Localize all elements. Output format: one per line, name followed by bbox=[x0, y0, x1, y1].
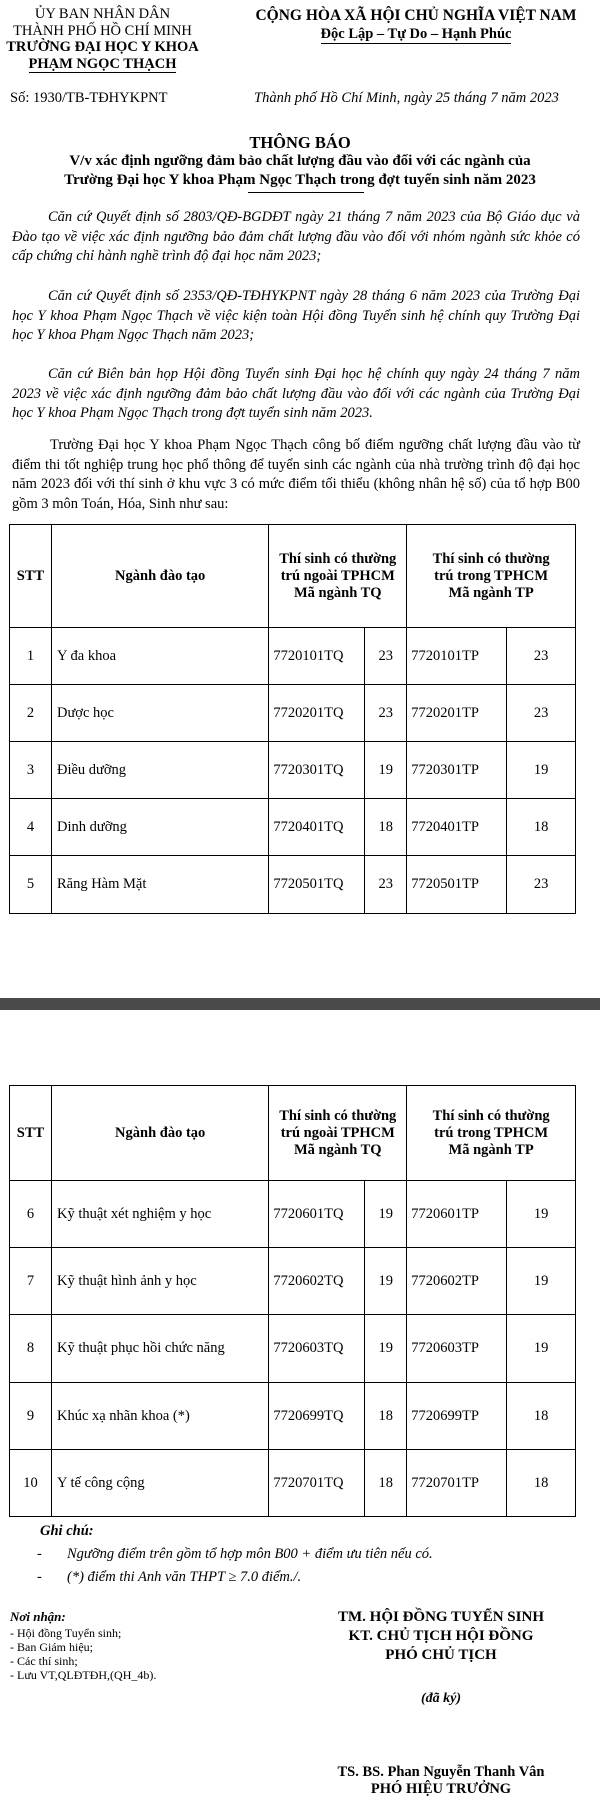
recipient-item: - Ban Giám hiệu; bbox=[10, 1640, 93, 1654]
table-row bbox=[10, 1450, 576, 1517]
row-code-tp: 7720301TP bbox=[407, 742, 507, 799]
row-code-tq: 7720601TQ bbox=[269, 1181, 365, 1248]
signer-block bbox=[296, 1764, 586, 1798]
header-stt: STT bbox=[10, 1086, 52, 1181]
header-inside-l2: trú trong TPHCM bbox=[434, 1124, 549, 1141]
issuer-block bbox=[0, 6, 205, 73]
row-code-tq: 7720603TQ bbox=[269, 1315, 365, 1383]
row-code-tq: 7720201TQ bbox=[269, 685, 365, 742]
subtitle-line-2: Trường Đại học Y khoa Phạm Ngọc Thạch trong đợt tuyển sinh năm 2023 bbox=[64, 172, 536, 188]
paragraph-legal-basis-1: Căn cứ Quyết định số 2803/QĐ-BGDĐT ngày 21 tháng 7 năm 2023 của Bộ Giáo dục và Đào tạo về việc xác định ngưỡng bảo đảm chất lượng đầu vào đối với nhóm ngành sức khỏe có cấp chứng chỉ hành nghề trình độ đại học năm 2023; bbox=[12, 209, 580, 264]
header-inside-hcmc bbox=[407, 525, 576, 628]
row-score-tq: 23 bbox=[365, 856, 407, 914]
row-score-tp: 19 bbox=[507, 1181, 576, 1248]
header-outside-l1: Thí sinh có thường bbox=[279, 550, 397, 567]
row-score-tq: 19 bbox=[365, 742, 407, 799]
table-row bbox=[10, 1383, 576, 1450]
document-title: THÔNG BÁO bbox=[249, 133, 351, 152]
row-score-tp: 18 bbox=[507, 1383, 576, 1450]
note-text: Ngưỡng điểm trên gồm tổ hợp môn B00 + điểm ưu tiên nếu có. bbox=[67, 1546, 433, 1562]
header-inside-l1: Thí sinh có thường bbox=[432, 550, 550, 567]
row-score-tq: 18 bbox=[365, 799, 407, 856]
row-stt: 3 bbox=[10, 742, 52, 799]
row-score-tp: 18 bbox=[507, 799, 576, 856]
row-code-tq: 7720701TQ bbox=[269, 1450, 365, 1517]
row-score-tp: 19 bbox=[507, 1248, 576, 1315]
note-bullet: - bbox=[37, 1546, 42, 1562]
paragraph-announcement: Trường Đại học Y khoa Phạm Ngọc Thạch công bố điểm ngưỡng chất lượng đầu vào từ điểm thi tốt nghiệp trung học phổ thông để tuyển sinh các ngành của nhà trường trình độ đại học năm 2023 đối với thí sinh ở khu vực 3 có mức điểm tối thiểu (không nhân hệ số) của tổ hợp B00 gồm 3 môn Toán, Hóa, Sinh như sau: bbox=[12, 437, 580, 512]
issuer-line-3: TRƯỜNG ĐẠI HỌC Y KHOA bbox=[6, 39, 199, 55]
row-score-tp: 23 bbox=[507, 685, 576, 742]
header-outside-l3: Mã ngành TQ bbox=[294, 584, 382, 601]
row-stt: 2 bbox=[10, 685, 52, 742]
row-major: Răng Hàm Mặt bbox=[51, 856, 268, 914]
header-major: Ngành đào tạo bbox=[51, 525, 268, 628]
signature-line-1: TM. HỘI ĐỒNG TUYỂN SINH bbox=[337, 1609, 544, 1625]
header-outside-l2: trú ngoài TPHCM bbox=[280, 567, 395, 584]
note-bullet: - bbox=[37, 1569, 42, 1585]
row-stt: 8 bbox=[10, 1315, 52, 1383]
header-inside-l3: Mã ngành TP bbox=[448, 584, 534, 601]
row-stt: 4 bbox=[10, 799, 52, 856]
table-row bbox=[10, 1248, 576, 1315]
table-row bbox=[10, 628, 576, 685]
recipients-title: Nơi nhận: bbox=[10, 1609, 66, 1624]
row-major: Kỹ thuật phục hồi chức năng bbox=[51, 1315, 268, 1383]
row-code-tq: 7720602TQ bbox=[269, 1248, 365, 1315]
row-code-tp: 7720603TP bbox=[407, 1315, 507, 1383]
signature-line-2: KT. CHỦ TỊCH HỘI ĐỒNG bbox=[348, 1628, 534, 1644]
issuer-line-2: THÀNH PHỐ HỒ CHÍ MINH bbox=[13, 22, 192, 39]
row-code-tp: 7720602TP bbox=[407, 1248, 507, 1315]
note-item bbox=[37, 1569, 301, 1586]
country-name: CỘNG HÒA XÃ HỘI CHỦ NGHĨA VIỆT NAM bbox=[255, 7, 577, 24]
row-score-tq: 18 bbox=[365, 1450, 407, 1517]
header-outside-l2: trú ngoài TPHCM bbox=[280, 1124, 395, 1141]
signed-mark: (đã ký) bbox=[420, 1691, 462, 1706]
row-major: Điều dưỡng bbox=[51, 742, 268, 799]
national-motto: Độc Lập – Tự Do – Hạnh Phúc bbox=[320, 26, 512, 42]
row-score-tq: 19 bbox=[365, 1181, 407, 1248]
place-date: Thành phố Hồ Chí Minh, ngày 25 tháng 7 năm 2023 bbox=[254, 90, 559, 106]
notes-title: Ghi chú: bbox=[40, 1523, 94, 1539]
row-stt: 7 bbox=[10, 1248, 52, 1315]
recipient-item: - Hội đồng Tuyển sinh; bbox=[10, 1626, 122, 1640]
row-code-tp: 7720101TP bbox=[407, 628, 507, 685]
row-code-tq: 7720101TQ bbox=[269, 628, 365, 685]
row-code-tp: 7720601TP bbox=[407, 1181, 507, 1248]
header-outside-hcmc bbox=[269, 1086, 407, 1181]
row-code-tq: 7720401TQ bbox=[269, 799, 365, 856]
row-score-tq: 23 bbox=[365, 628, 407, 685]
note-text: (*) điểm thi Anh văn THPT ≥ 7.0 điểm./. bbox=[67, 1569, 302, 1585]
subtitle-line-1: V/v xác định ngưỡng đảm bảo chất lượng đầu vào đối với các ngành của bbox=[69, 153, 531, 169]
row-code-tp: 7720699TP bbox=[407, 1383, 507, 1450]
recipient-item: - Lưu VT,QLĐTĐH,(QH_4b). bbox=[10, 1668, 157, 1682]
row-score-tp: 19 bbox=[507, 1315, 576, 1383]
table-row bbox=[10, 1181, 576, 1248]
row-major: Kỹ thuật xét nghiệm y học bbox=[51, 1181, 268, 1248]
row-stt: 9 bbox=[10, 1383, 52, 1450]
row-score-tq: 23 bbox=[365, 685, 407, 742]
row-score-tp: 23 bbox=[507, 628, 576, 685]
national-header bbox=[232, 7, 600, 44]
table-row bbox=[10, 856, 576, 914]
subtitle-rule bbox=[248, 192, 364, 193]
paragraph-legal-basis-2: Căn cứ Quyết định số 2353/QĐ-TĐHYKPNT ngày 28 tháng 6 năm 2023 của Trường Đại học Y khoa Phạm Ngọc Thạch về việc kiện toàn Hội đồng Tuyển sinh hệ chính quy Trường Đại học Y khoa Phạm Ngọc Thạch năm 2023; bbox=[12, 288, 580, 343]
table-header-row bbox=[10, 525, 576, 628]
row-score-tq: 19 bbox=[365, 1248, 407, 1315]
issuer-line-4: PHẠM NGỌC THẠCH bbox=[28, 55, 177, 72]
header-stt: STT bbox=[10, 525, 52, 628]
issuer-line-1: ỦY BAN NHÂN DÂN bbox=[34, 6, 171, 22]
header-outside-l3: Mã ngành TQ bbox=[294, 1141, 382, 1158]
header-inside-l1: Thí sinh có thường bbox=[432, 1107, 550, 1124]
document-number: Số: 1930/TB-TĐHYKPNT bbox=[10, 90, 168, 106]
row-score-tq: 18 bbox=[365, 1383, 407, 1450]
row-code-tp: 7720401TP bbox=[407, 799, 507, 856]
row-code-tp: 7720701TP bbox=[407, 1450, 507, 1517]
note-item bbox=[37, 1546, 433, 1563]
row-major: Dinh dưỡng bbox=[51, 799, 268, 856]
row-score-tp: 19 bbox=[507, 742, 576, 799]
signer-name: TS. BS. Phan Nguyễn Thanh Vân bbox=[337, 1764, 545, 1780]
threshold-table-1 bbox=[9, 524, 576, 914]
header-inside-l3: Mã ngành TP bbox=[448, 1141, 534, 1158]
table-row bbox=[10, 742, 576, 799]
row-stt: 1 bbox=[10, 628, 52, 685]
threshold-table-2 bbox=[9, 1085, 576, 1517]
row-code-tq: 7720699TQ bbox=[269, 1383, 365, 1450]
recipient-item: - Các thí sinh; bbox=[10, 1654, 78, 1668]
row-major: Y đa khoa bbox=[51, 628, 268, 685]
row-stt: 6 bbox=[10, 1181, 52, 1248]
row-major: Y tế công cộng bbox=[51, 1450, 268, 1517]
document-subtitle bbox=[0, 152, 600, 190]
row-major: Khúc xạ nhãn khoa (*) bbox=[51, 1383, 268, 1450]
row-code-tp: 7720501TP bbox=[407, 856, 507, 914]
header-outside-hcmc bbox=[269, 525, 407, 628]
header-inside-l2: trú trong TPHCM bbox=[434, 567, 549, 584]
signature-line-3: PHÓ CHỦ TỊCH bbox=[385, 1647, 497, 1663]
row-major: Kỹ thuật hình ảnh y học bbox=[51, 1248, 268, 1315]
row-code-tq: 7720301TQ bbox=[269, 742, 365, 799]
header-inside-hcmc bbox=[407, 1086, 576, 1181]
header-major: Ngành đào tạo bbox=[51, 1086, 268, 1181]
row-score-tp: 23 bbox=[507, 856, 576, 914]
table-row bbox=[10, 685, 576, 742]
table-row bbox=[10, 799, 576, 856]
paragraph-legal-basis-3: Căn cứ Biên bản họp Hội đồng Tuyển sinh Đại học hệ chính quy ngày 24 tháng 7 năm 2023 về việc xác định ngưỡng đảm bảo chất lượng đầu vào đối với các ngành của Trường Đại học Y khoa Phạm Ngọc Thạch trong đợt tuyển sinh năm 2023. bbox=[12, 366, 580, 421]
row-code-tq: 7720501TQ bbox=[269, 856, 365, 914]
row-code-tp: 7720201TP bbox=[407, 685, 507, 742]
row-major: Dược học bbox=[51, 685, 268, 742]
page-break-separator bbox=[0, 998, 600, 1010]
row-stt: 10 bbox=[10, 1450, 52, 1517]
table-header-row bbox=[10, 1086, 576, 1181]
header-outside-l1: Thí sinh có thường bbox=[279, 1107, 397, 1124]
row-score-tq: 19 bbox=[365, 1315, 407, 1383]
table-row bbox=[10, 1315, 576, 1383]
row-score-tp: 18 bbox=[507, 1450, 576, 1517]
row-stt: 5 bbox=[10, 856, 52, 914]
signer-position: PHÓ HIỆU TRƯỞNG bbox=[370, 1781, 512, 1797]
